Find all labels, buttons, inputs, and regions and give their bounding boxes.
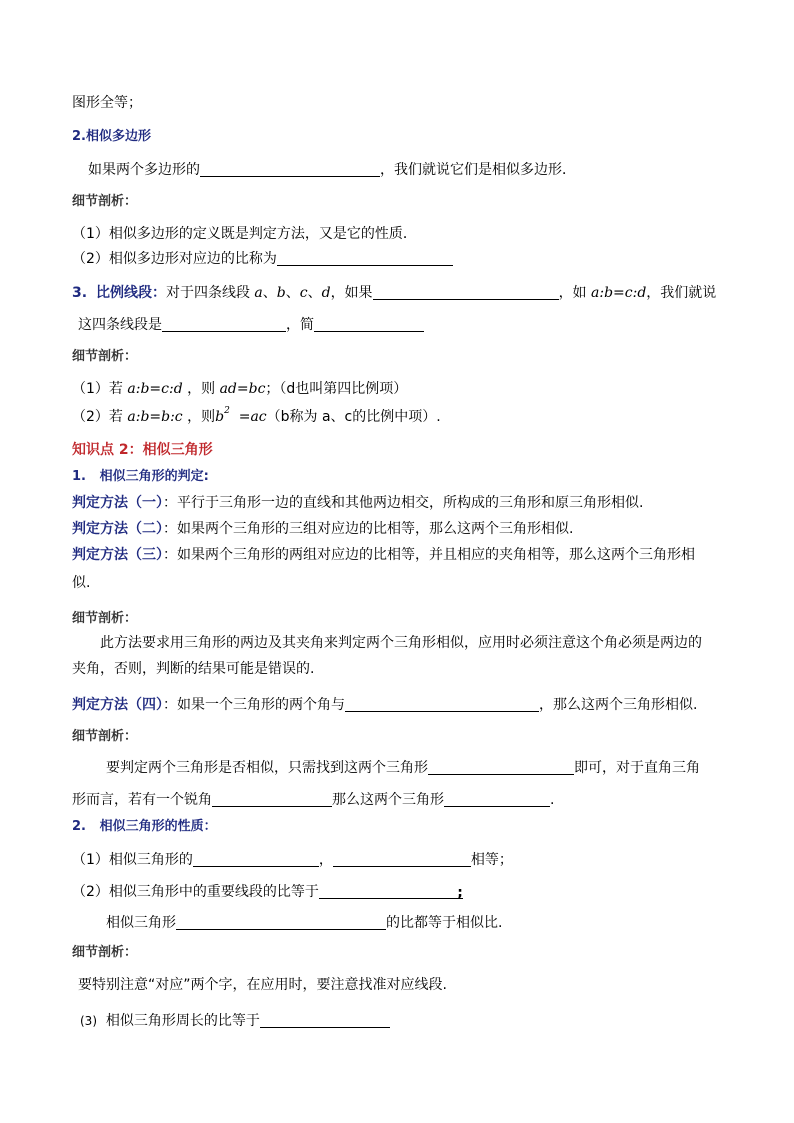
- text-line: 如果两个多边形的 ，我们就说它们是相似多边形．: [88, 162, 576, 178]
- text-line: 判定方法（四）：如果一个三角形的两个角与 ，那么这两个三角形相似.: [72, 697, 698, 713]
- text-line: 这四条线段是 ，简: [78, 316, 424, 334]
- text-line: 此方法要求用三角形的两边及其夹角来判定两个三角形相似，应用时必须注意这个角必须是两边的: [100, 635, 702, 651]
- section-heading: 1. 相似三角形的判定:: [72, 469, 209, 484]
- section-heading: 2. 相似三角形的性质：: [72, 819, 217, 834]
- text-line: 判定方法（三）：如果两个三角形的两组对应边的比相等，并且相应的夹角相等，那么这两个三角形相: [72, 547, 695, 563]
- text-line: 判定方法（一）：平行于三角形一边的直线和其他两边相交，所构成的三角形和原三角形相似.: [72, 495, 644, 511]
- detail-heading: 细节剖析：: [72, 729, 138, 744]
- knowledge-point-heading: 知识点 2：相似三角形: [72, 442, 213, 458]
- detail-heading: 细节剖析：: [72, 945, 138, 960]
- text-line: 要判定两个三角形是否相似，只需找到这两个三角形 即可，对于直角三角: [106, 760, 700, 776]
- text-line: （1）相似三角形的 ， 相等；: [72, 852, 513, 868]
- text-line: 3. 比例线段：对于四条线段 a、b、c、d，如果 ，如 a:b=c:d，我们就说: [72, 285, 717, 301]
- text-line: (3) 相似三角形周长的比等于: [80, 1012, 390, 1030]
- text-line: （1）相似多边形的定义既是判定方法，又是它的性质．: [72, 226, 417, 242]
- section-heading: 2.相似多边形: [72, 129, 151, 144]
- text-line: 相似三角形 的比都等于相似比.: [106, 915, 503, 931]
- text-line: 判定方法（二）：如果两个三角形的三组对应边的比相等，那么这两个三角形相似.: [72, 521, 574, 537]
- answer-blank[interactable]: [193, 852, 319, 867]
- text-line: （2）相似三角形中的重要线段的比等于 ;: [72, 884, 463, 901]
- answer-blank[interactable]: [428, 760, 574, 775]
- detail-heading: 细节剖析：: [72, 611, 138, 626]
- text-line: 要特别注意“对应”两个字，在应用时，要注意找准对应线段.: [78, 977, 447, 993]
- answer-blank[interactable]: [212, 792, 332, 807]
- answer-blank[interactable]: [373, 285, 559, 300]
- text-line: 形而言，若有一个锐角 那么这两个三角形 .: [72, 792, 555, 808]
- text-line: （2）相似多边形对应边的比称为: [72, 250, 453, 268]
- answer-blank[interactable]: [314, 317, 424, 332]
- text-line: （2）若 a:b=b:c ，则$b^2 =ac(b$称为 a、c的比例中项）.: [72, 406, 441, 425]
- answer-blank[interactable]: [176, 915, 386, 930]
- text-line: 图形全等；: [72, 95, 142, 111]
- detail-heading: 细节剖析：: [72, 349, 138, 364]
- text-line: 夹角，否则，判断的结果可能是错误的.: [72, 661, 315, 677]
- answer-blank[interactable]: [333, 852, 471, 867]
- answer-blank[interactable]: [162, 317, 286, 332]
- text-line: 似.: [72, 575, 91, 591]
- answer-blank[interactable]: [277, 251, 453, 266]
- answer-blank[interactable]: [260, 1013, 390, 1028]
- detail-heading: 细节剖析：: [72, 194, 138, 209]
- answer-blank[interactable]: [345, 697, 539, 712]
- answer-blank[interactable]: [200, 162, 380, 177]
- answer-blank[interactable]: ;: [319, 884, 463, 899]
- answer-blank[interactable]: [444, 792, 550, 807]
- text-line: （1）若 a:b=c:d ，则 ad=bc；（d也叫第四比例项）: [72, 381, 408, 397]
